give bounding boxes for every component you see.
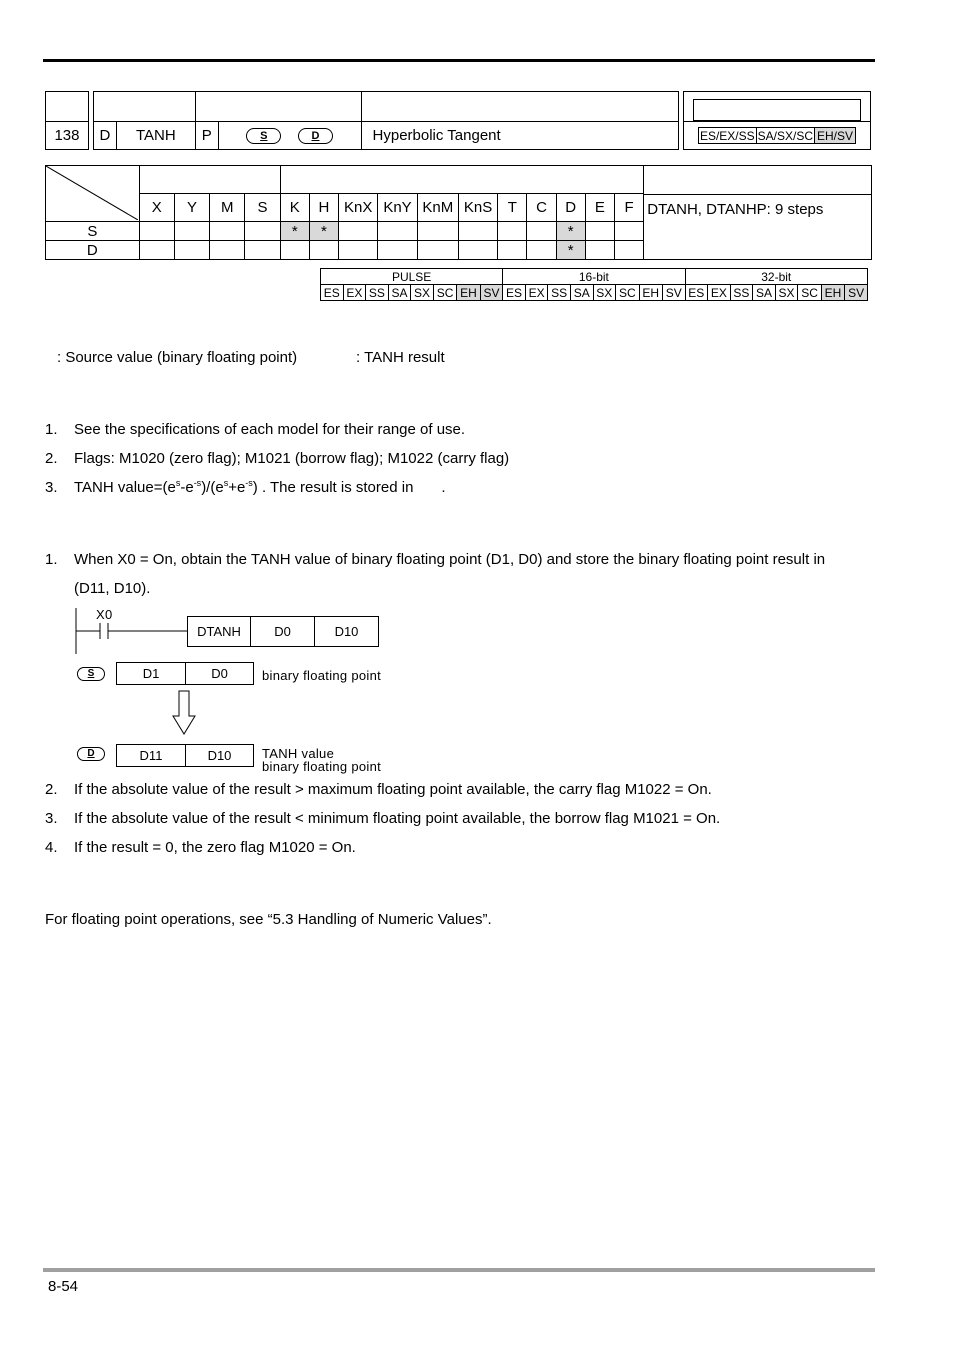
expl-text: See the specifications of each model for their range of use.: [74, 421, 466, 438]
model-support-table: [320, 268, 868, 301]
m: SC: [798, 285, 821, 301]
col-c: C: [527, 194, 556, 222]
remarks: For floating point operations, see “5.3 Handling of Numeric Values”.: [45, 911, 492, 928]
mark: *: [556, 222, 585, 241]
m: ES: [321, 285, 344, 301]
group-16bit: 16-bit: [503, 269, 685, 285]
m: SV: [845, 285, 868, 301]
p-suffix: P: [195, 122, 218, 150]
m: SC: [616, 285, 639, 301]
group-32bit: 32-bit: [685, 269, 868, 285]
expl-num: 1.: [45, 421, 58, 438]
instruction-header-table: [45, 91, 871, 150]
mark: *: [556, 241, 585, 260]
m: EH: [821, 285, 844, 301]
col-s: S: [245, 194, 280, 222]
mark: *: [309, 222, 338, 241]
mnemonic: TANH: [116, 122, 195, 150]
col-e: E: [585, 194, 614, 222]
expl-num: 3.: [45, 479, 58, 496]
api-cell-top: [46, 92, 89, 122]
down-arrow-icon: [172, 690, 196, 736]
col-knx: KnX: [339, 194, 378, 222]
instr-box: DTANH: [187, 616, 251, 647]
note-text: If the result = 0, the zero flag M1020 = On.: [74, 839, 356, 856]
operand-table: [45, 165, 872, 260]
operand-d-desc: : TANH result: [356, 349, 445, 366]
expl-formula: TANH $value=(e^s-e^{-s})/(e^s+e^{-s})$ . The result is stored in .: [74, 478, 446, 496]
m: SA: [753, 285, 776, 301]
example-num: 1.: [45, 551, 58, 568]
m: EX: [525, 285, 548, 301]
model-cell: [683, 122, 870, 150]
m: SS: [548, 285, 571, 301]
col-k: K: [280, 194, 309, 222]
model-row: [321, 285, 868, 301]
diagonal-cell: [46, 166, 140, 222]
model-badges: [698, 127, 856, 144]
m: SC: [433, 285, 456, 301]
col-y: Y: [174, 194, 209, 222]
bottom-rule: [43, 1268, 875, 1272]
m: SX: [593, 285, 616, 301]
d-low-word: D10: [185, 744, 254, 767]
note-text: If the absolute value of the result < minimum floating point available, the borrow flag M1021 = On.: [74, 810, 721, 827]
s-low-word: D0: [185, 662, 254, 685]
mnemonic-cell-top: [93, 92, 195, 122]
s-operand-icon: S: [246, 128, 281, 144]
model-badge: SA/SX/SC: [757, 128, 814, 143]
s-note: binary floating point: [262, 668, 382, 683]
bit-devices-header: [139, 166, 280, 194]
s-oval-icon: S: [77, 667, 105, 681]
m: EX: [343, 285, 366, 301]
m: EH: [639, 285, 662, 301]
model-box: [693, 99, 861, 121]
function-name: Hyperbolic Tangent: [361, 122, 678, 150]
word-devices-header: [280, 166, 644, 194]
m: ES: [685, 285, 708, 301]
col-x: X: [139, 194, 174, 222]
d-note2: binary floating point: [262, 759, 382, 774]
note-num: 4.: [45, 839, 58, 856]
expl-text: Flags: M1020 (zero flag); M1021 (borrow flag); M1022 (carry flag): [74, 450, 510, 467]
example-line2: (D11, D10).: [74, 580, 151, 597]
top-rule: [43, 59, 875, 62]
s-high-word: D1: [116, 662, 186, 685]
m: EH: [457, 285, 480, 301]
m: SS: [730, 285, 753, 301]
example-line1: When X0 = On, obtain the TANH value of binary floating point (D1, D0) and store the binary floating point result in: [74, 551, 826, 568]
d-operand-icon: D: [298, 128, 333, 144]
d-prefix: D: [93, 122, 116, 150]
note-num: 3.: [45, 810, 58, 827]
col-kny: KnY: [378, 194, 417, 222]
col-kns: KnS: [458, 194, 497, 222]
operands-cell: [218, 122, 361, 150]
op-cell-top: [195, 92, 361, 122]
model-badge: ES/EX/SS: [699, 128, 755, 143]
m: SA: [388, 285, 411, 301]
col-t: T: [498, 194, 527, 222]
page-number: 8-54: [48, 1278, 79, 1295]
m: SS: [366, 285, 389, 301]
op2-box: D10: [314, 616, 379, 647]
col-h: H: [309, 194, 338, 222]
row-label: S: [46, 222, 140, 241]
api-number: 138: [46, 122, 89, 150]
m: SV: [480, 285, 503, 301]
m: EX: [708, 285, 731, 301]
op1-box: D0: [250, 616, 315, 647]
expl-num: 2.: [45, 450, 58, 467]
d-note1: TANH value: [262, 746, 335, 761]
col-m: M: [210, 194, 245, 222]
m: ES: [503, 285, 526, 301]
model-badge: EH/SV: [815, 128, 856, 144]
m: SX: [775, 285, 798, 301]
m: SA: [570, 285, 593, 301]
note-num: 2.: [45, 781, 58, 798]
mark: *: [280, 222, 309, 241]
row-label: D: [46, 241, 140, 260]
m: SX: [411, 285, 434, 301]
m: SV: [662, 285, 685, 301]
note-text: If the absolute value of the result > maximum floating point available, the carry flag M1022 = On.: [74, 781, 712, 798]
col-knm: KnM: [417, 194, 458, 222]
operand-s-desc: : Source value (binary floating point): [57, 349, 298, 366]
col-f: F: [615, 194, 644, 222]
func-cell-top: [361, 92, 678, 122]
d-oval-icon: D: [77, 747, 105, 761]
d-high-word: D11: [116, 744, 186, 767]
col-d: D: [556, 194, 585, 222]
steps-text: DTANH, DTANHP: 9 steps: [647, 201, 824, 218]
steps-cell: [644, 166, 872, 260]
contact-x0-label: X0: [96, 607, 113, 622]
model-box-cell: [683, 92, 870, 122]
group-pulse: PULSE: [321, 269, 503, 285]
